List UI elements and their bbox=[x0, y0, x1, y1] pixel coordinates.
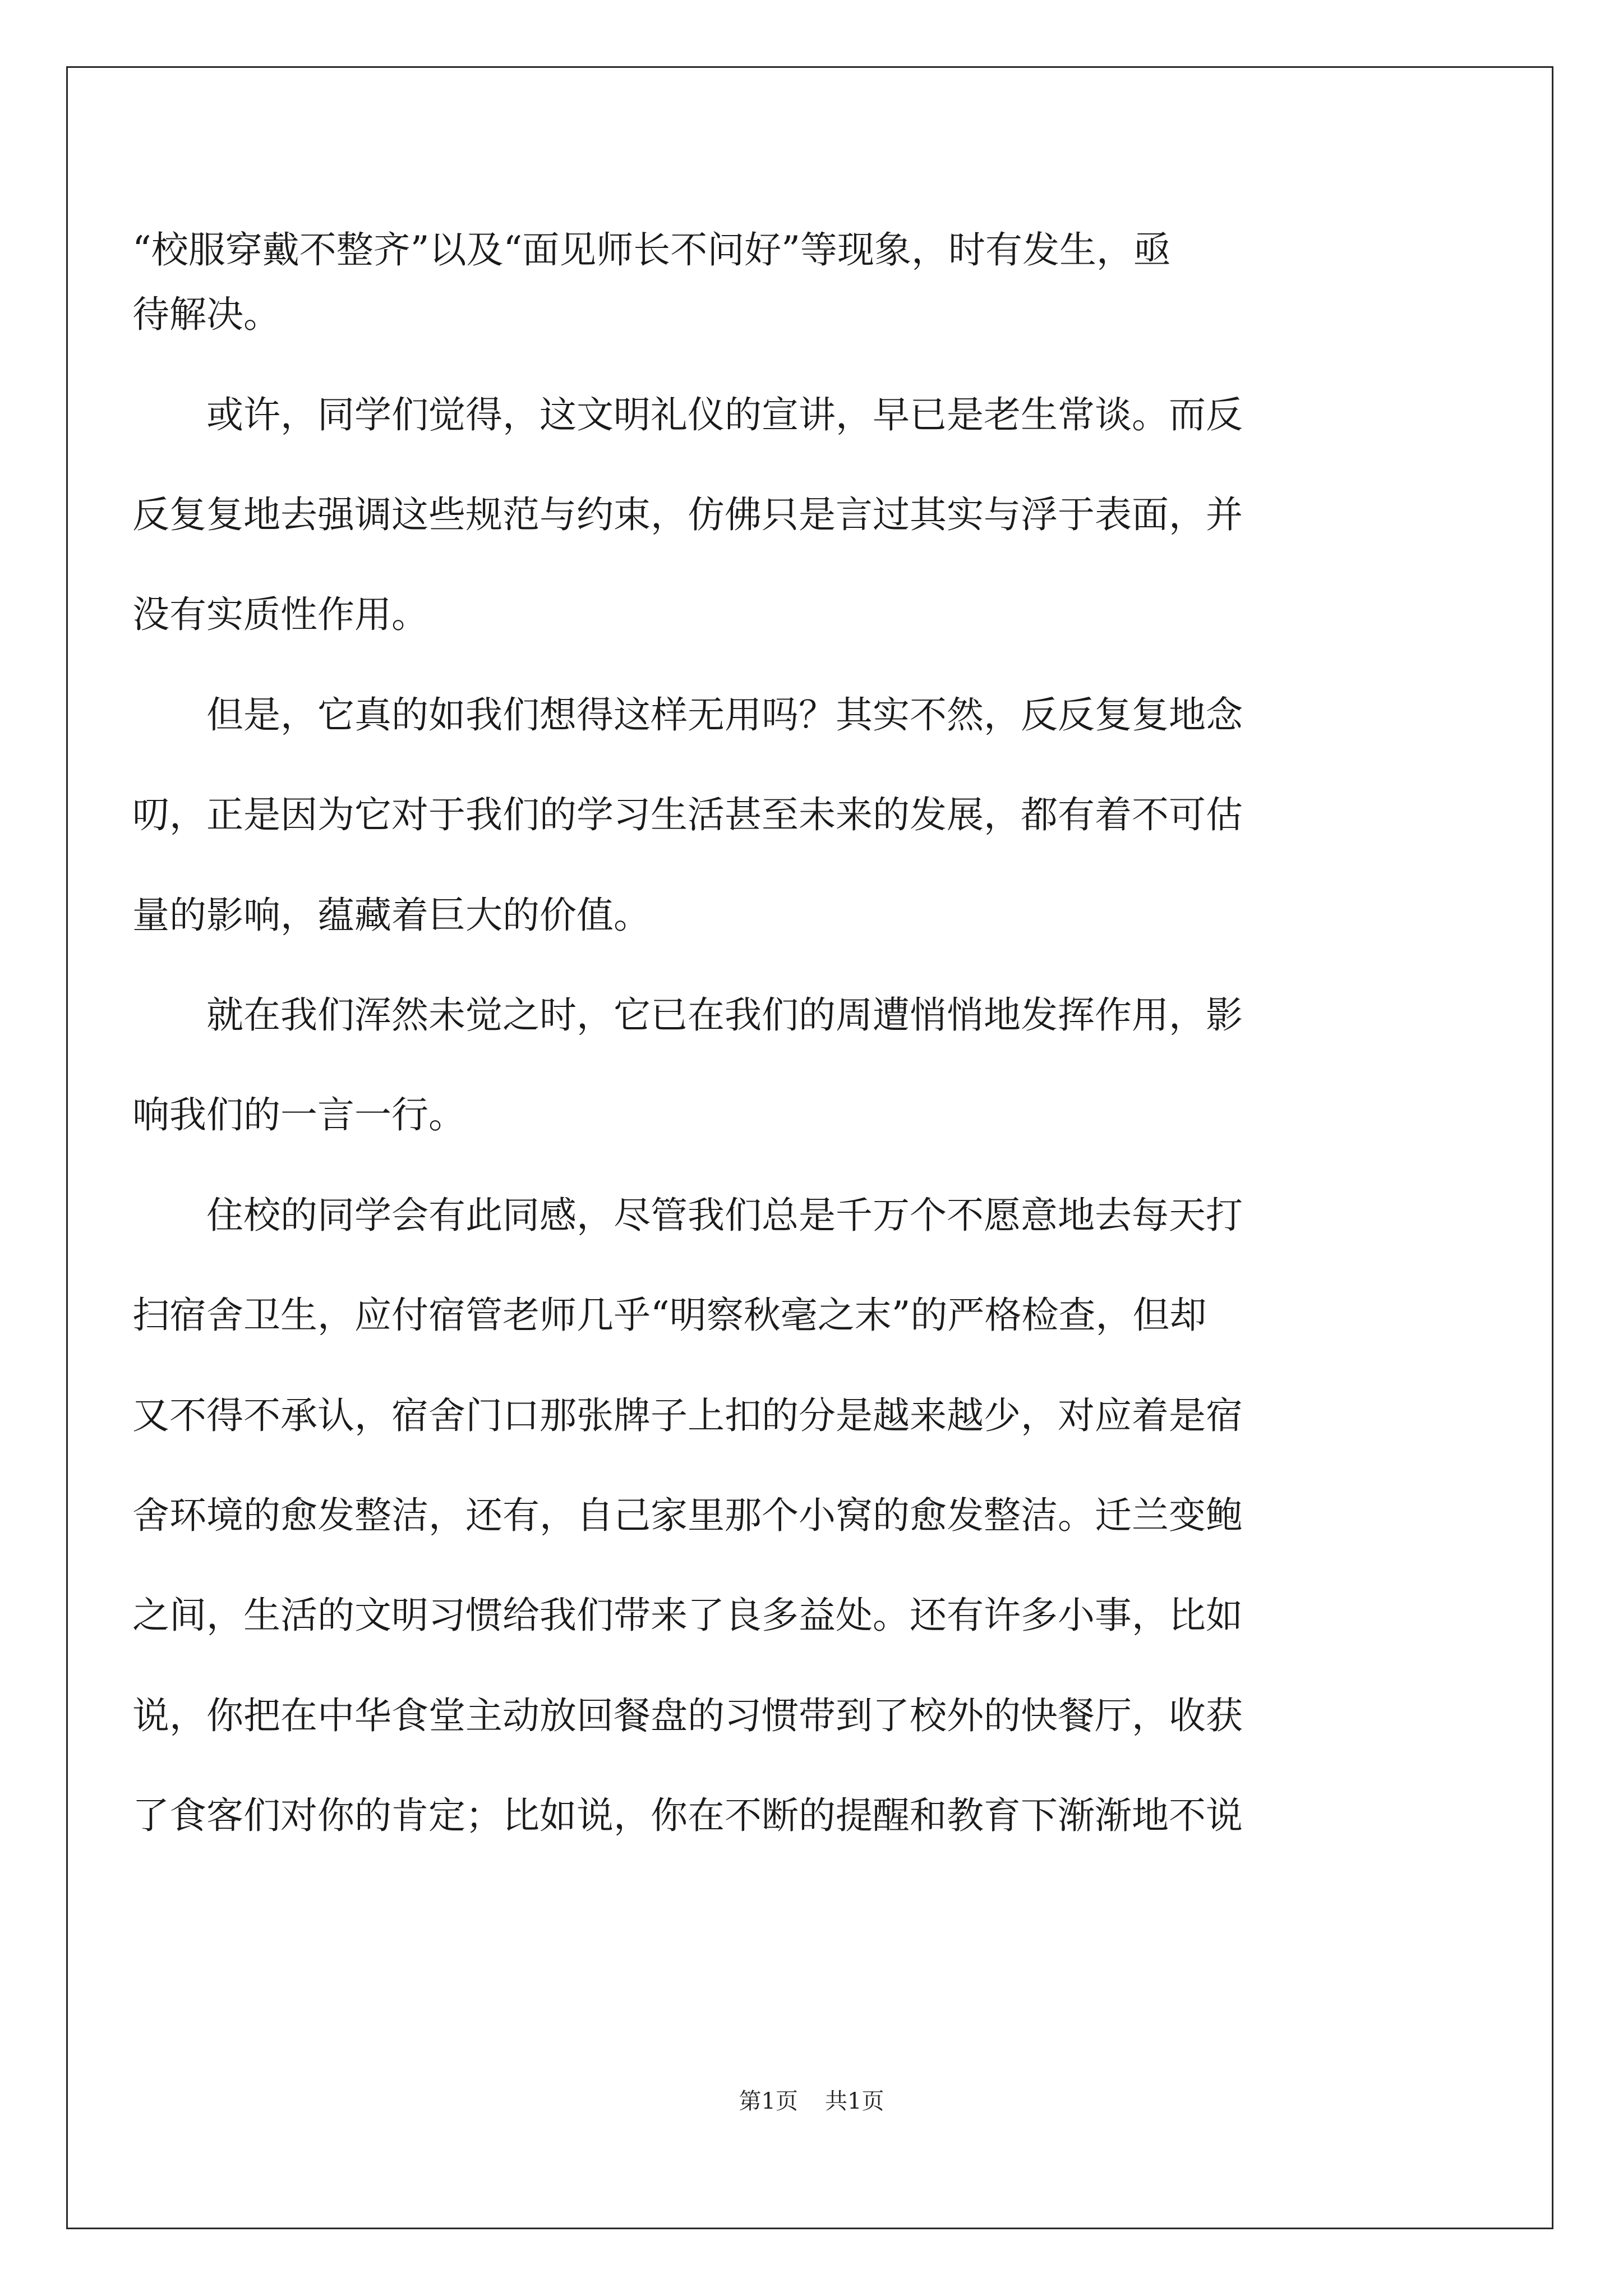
text-line: 量的影响，蕴藏着巨大的价值。 bbox=[132, 894, 651, 937]
text-line: 就在我们浑然未觉之时，它已在我们的周遭悄悄地发挥作用，影 bbox=[132, 993, 1243, 1037]
page-number: 第1页 bbox=[739, 2088, 798, 2114]
text-line: 又不得不承认，宿舍门口那张牌子上扣的分是越来越少，对应着是宿 bbox=[132, 1394, 1243, 1437]
text-line: 舍环境的愈发整洁，还有，自己家里那个小窝的愈发整洁。迁兰变鲍 bbox=[132, 1494, 1243, 1537]
text-line: 反复复地去强调这些规范与约束，仿佛只是言过其实与浮于表面，并 bbox=[132, 493, 1243, 536]
text-line: 说，你把在中华食堂主动放回餐盘的习惯带到了校外的快餐厅，收获 bbox=[132, 1694, 1243, 1737]
text-line: 住校的同学会有此同感，尽管我们总是千万个不愿意地去每天打 bbox=[132, 1194, 1243, 1237]
text-line: 叨，正是因为它对于我们的学习生活甚至未来的发展，都有着不可估 bbox=[132, 793, 1243, 836]
text-line: 之间，生活的文明习惯给我们带来了良多益处。还有许多小事，比如 bbox=[132, 1594, 1243, 1637]
text-line: 没有实质性作用。 bbox=[132, 593, 428, 636]
text-line: 响我们的一言一行。 bbox=[132, 1093, 465, 1137]
page-total: 共1页 bbox=[825, 2088, 884, 2114]
text-line: 扫宿舍卫生，应付宿管老师几乎“明察秋毫之末”的严格检查，但却 bbox=[132, 1294, 1207, 1337]
page-footer bbox=[0, 2085, 1623, 2118]
text-line: 了食客们对你的肯定；比如说，你在不断的提醒和教育下渐渐地不说 bbox=[132, 1794, 1243, 1837]
text-line: 但是，它真的如我们想得这样无用吗？其实不然，反反复复地念 bbox=[132, 693, 1243, 737]
text-line: 或许，同学们觉得，这文明礼仪的宣讲，早已是老生常谈。而反 bbox=[132, 393, 1243, 436]
text-line: “校服穿戴不整齐”以及“面见师长不问好”等现象，时有发生，亟 bbox=[132, 228, 1170, 272]
text-line: 待解决。 bbox=[132, 293, 280, 336]
